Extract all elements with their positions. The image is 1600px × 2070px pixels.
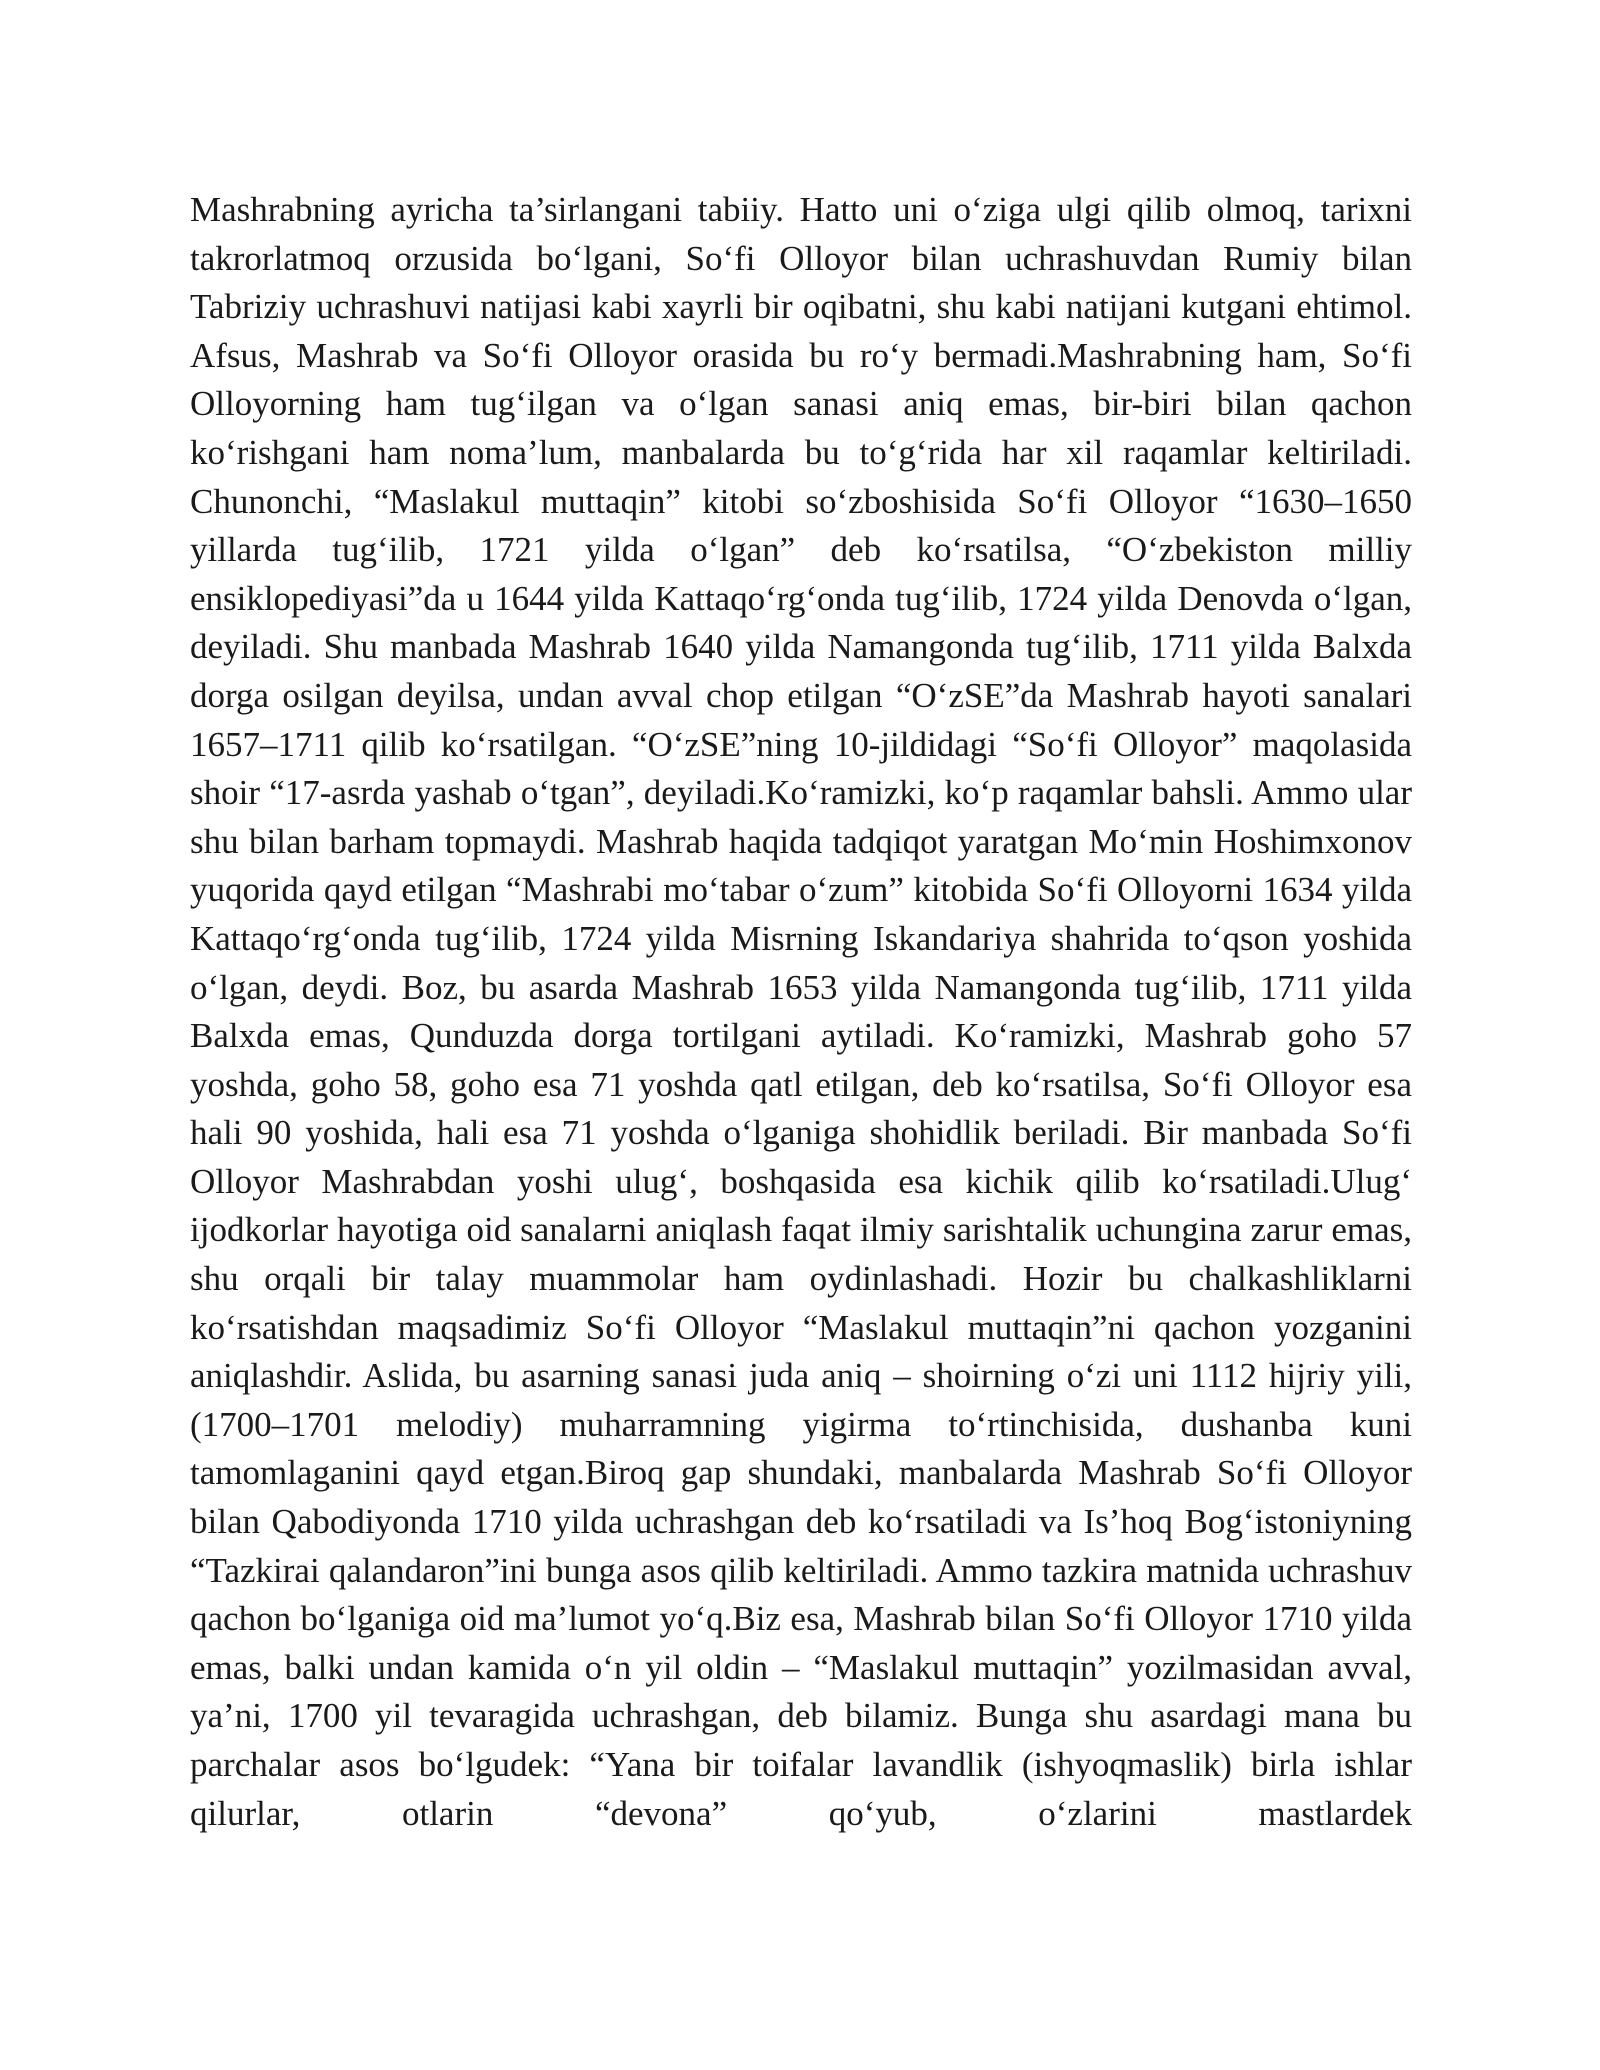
- body-paragraph: Mashrabning ayricha ta’sirlangani tabiiy. Hatto uni o‘ziga ulgi qilib olmoq, tarixni takrorlatmoq orzusida bo‘lgani, So‘fi Olloyor bilan uchrashuvdan Rumiy bilan Tabriziy uchrashuvi natijasi kabi xayrli bir oqibatni, shu kabi natijani kutgani ehtimol. Afsus, Mashrab va So‘fi Olloyor orasida bu ro‘y bermadi.Mashrabning ham, So‘fi Olloyorning ham tug‘ilgan va o‘lgan sanasi aniq emas, bir-biri bilan qachon ko‘rishgani ham noma’lum, manbalarda bu to‘g‘rida har xil raqamlar keltiriladi. Chunonchi, “Maslakul muttaqin” kitobi so‘zboshisida So‘fi Olloyor “1630–1650 yillarda tug‘ilib, 1721 yilda o‘lgan” deb ko‘rsatilsa, “O‘zbekiston milliy ensiklopediyasi”da u 1644 yilda Kattaqo‘rg‘onda tug‘ilib, 1724 yilda Denovda o‘lgan, deyiladi. Shu manbada Mashrab 1640 yilda Namangonda tug‘ilib, 1711 yilda Balxda dorga osilgan deyilsa, undan avval chop etilgan “O‘zSE”da Mashrab hayoti sanalari 1657–1711 qilib ko‘rsatilgan. “O‘zSE”ning 10-jildidagi “So‘fi Olloyor” maqolasida shoir “17-asrda yashab o‘tgan”, deyiladi.Ko‘ramizki, ko‘p raqamlar bahsli. Ammo ular shu bilan barham topmaydi. Mashrab haqida tadqiqot yaratgan Mo‘min Hoshimxonov yuqorida qayd etilgan “Mashrabi mo‘tabar o‘zum” kitobida So‘fi Olloyorni 1634 yilda Kattaqo‘rg‘onda tug‘ilib, 1724 yilda Misrning Iskandariya shahrida to‘qson yoshida o‘lgan, deydi. Boz, bu asarda Mashrab 1653 yilda Namangonda tug‘ilib, 1711 yilda Balxda emas, Qunduzda dorga tortilgani aytiladi. Ko‘ramizki, Mashrab goho 57 yoshda, goho 58, goho esa 71 yoshda qatl etilgan, deb ko‘rsatilsa, So‘fi Olloyor esa hali 90 yoshida, hali esa 71 yoshda o‘lganiga shohidlik beriladi. Bir manbada So‘fi Olloyor Mashrabdan yoshi ulug‘, boshqasida esa kichik qilib ko‘rsatiladi.Ulug‘ ijodkorlar hayotiga oid sanalarni aniqlash faqat ilmiy sarishtalik uchungina zarur emas, shu orqali bir talay muammolar ham oydinlashadi. Hozir bu chalkashliklarni ko‘rsatishdan maqsadimiz So‘fi Olloyor “Maslakul muttaqin”ni qachon yozganini aniqlashdir. Aslida, bu asarning sanasi juda aniq – shoirning o‘zi uni 1112 hijriy yili, (1700–1701 melodiy) muharramning yigirma to‘rtinchisida, dushanba kuni tamomlaganini qayd etgan.Biroq gap shundaki, manbalarda Mashrab So‘fi Olloyor bilan Qabodiyonda 1710 yilda uchrashgan deb ko‘rsatiladi va Is’hoq Bog‘istoniyning “Tazkirai qalandaron”ini bunga asos qilib keltiriladi. Ammo tazkira matnida uchrashuv qachon bo‘lganiga oid ma’lumot yo‘q.Biz esa, Mashrab bilan So‘fi Olloyor 1710 yilda emas, balki undan kamida o‘n yil oldin – “Maslakul muttaqin” yozilmasidan avval, ya’ni, 1700 yil tevaragida uchrashgan, deb bilamiz. Bunga shu asardagi mana bu parchalar asos bo‘lgudek: “Yana bir toifalar lavandlik (ishyoqmaslik) birla ishlar qilurlar, otlarin “devona” qo‘yub, o‘zlarini mastlardek: [190, 190, 1412, 1833]
